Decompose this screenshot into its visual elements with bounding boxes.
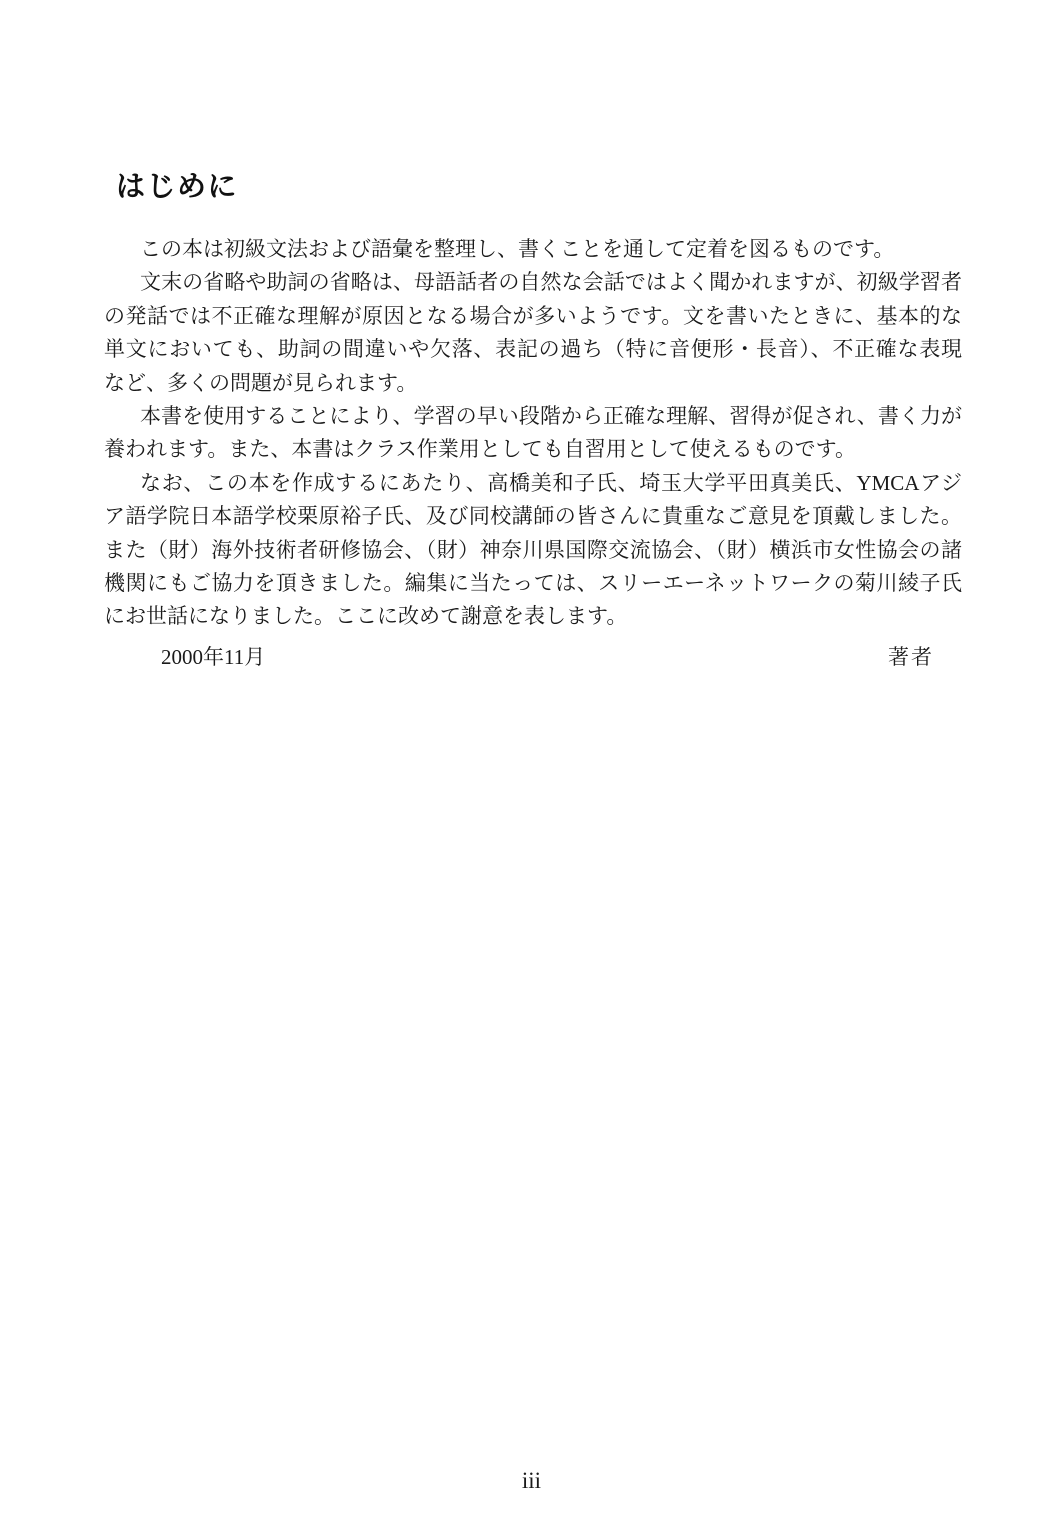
paragraph-line: の発話では不正確な理解が原因となる場合が多いようです。文を書いたときに、基本的な (104, 303, 962, 328)
paragraph-line: など、多くの問題が見られます。 (104, 370, 418, 395)
paragraph-line: 機関にもご協力を頂きました。編集に当たっては、スリーエーネットワークの菊川綾子氏 (104, 570, 962, 595)
paragraph-line: この本は初級文法および語彙を整理し、書くことを通して定着を図るものです。 (140, 237, 895, 261)
page-number: iii (521, 1468, 542, 1493)
preface-body (104, 233, 962, 634)
paragraph-line: 養われます。また、本書はクラス作業用としても自習用として使えるものです。 (104, 437, 857, 462)
paragraph-line: にお世話になりました。ここに改めて謝意を表します。 (104, 604, 628, 629)
paragraph-line: 文末の省略や助詞の省略は、母語話者の自然な会話ではよく聞かれますが、初級学習者 (140, 270, 962, 295)
paragraph-line: また（財）海外技術者研修協会、（財）神奈川県国際交流協会、（財）横浜市女性協会の諸 (104, 537, 962, 562)
publication-date: 2000年11月 (161, 645, 266, 669)
paragraph-line: なお、この本を作成するにあたり、高橋美和子氏、埼玉大学平田真美氏、YMCAアジ (140, 470, 962, 495)
paragraph-line: 本書を使用することにより、学習の早い段階から正確な理解、習得が促され、書く力が (140, 403, 962, 428)
signature-row (104, 641, 962, 674)
author-label: 著者 (888, 645, 934, 669)
paragraph-line: 単文においても、助詞の間違いや欠落、表記の過ち（特に音便形・長音）、不正確な表現 (104, 337, 962, 362)
paragraph-line: ア語学院日本語学校栗原裕子氏、及び同校講師の皆さんに貴重なご意見を頂戴しました。 (104, 504, 962, 529)
page-title: はじめに (116, 171, 239, 203)
